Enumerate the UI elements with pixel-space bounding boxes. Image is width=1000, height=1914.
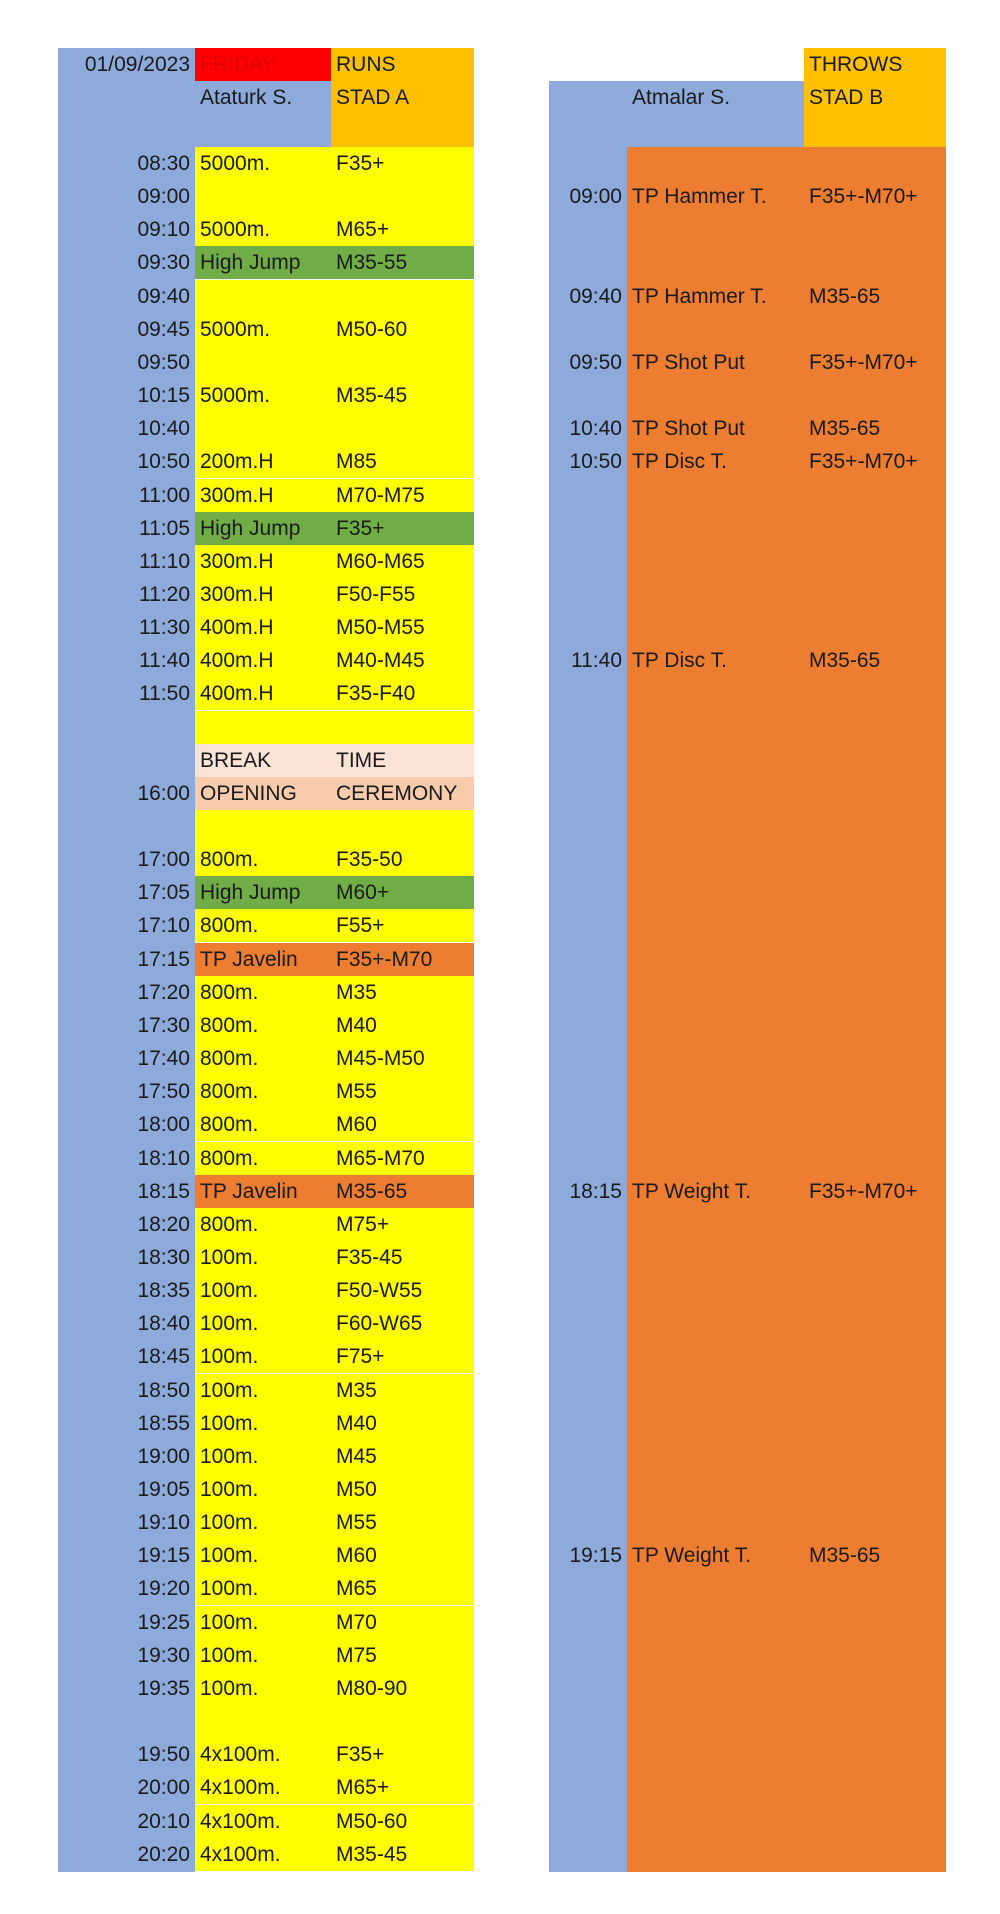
schedule-time: 09:45 (137, 317, 190, 341)
schedule-time: 17:50 (137, 1080, 190, 1104)
throws-time: 10:40 (569, 417, 622, 441)
schedule-time: 09:40 (137, 284, 190, 308)
schedule-group: F35+-M70 (331, 943, 474, 976)
schedule-event: 100m. (195, 1340, 331, 1373)
left-venue: Ataturk S. (200, 86, 293, 109)
left-stadium: STAD A (336, 86, 410, 109)
schedule-event (195, 711, 331, 744)
throws-time: 09:40 (569, 284, 622, 308)
schedule-group: F35-45 (331, 1241, 474, 1274)
schedule-time: 18:35 (137, 1279, 190, 1303)
schedule-group: F35+ (331, 512, 474, 545)
schedule-time: 11:20 (139, 582, 190, 606)
schedule-time: 18:55 (137, 1411, 190, 1435)
schedule-event: 4x100m. (195, 1771, 331, 1804)
schedule-time: 09:30 (137, 251, 190, 275)
schedule-event: 100m. (195, 1506, 331, 1539)
runs-category: RUNS (336, 53, 396, 76)
schedule-group: M70 (331, 1606, 474, 1639)
schedule-time: 09:00 (137, 185, 190, 209)
schedule-event: 800m. (195, 976, 331, 1009)
throws-category: THROWS (809, 53, 903, 76)
schedule-event: High Jump (195, 246, 331, 279)
schedule-group: TIME (331, 744, 474, 777)
schedule-time: 08:30 (137, 152, 190, 175)
schedule-event: 800m. (195, 1075, 331, 1108)
event-date: 01/09/2023 (84, 53, 190, 76)
schedule-group: M45 (331, 1440, 474, 1473)
schedule-time: 09:50 (137, 350, 190, 374)
throws-event: TP Shot Put (632, 417, 745, 441)
throws-event: TP Disc T. (632, 649, 727, 673)
schedule-group: M35-45 (331, 379, 474, 412)
schedule-time: 10:15 (137, 384, 190, 408)
schedule-time: 09:10 (137, 218, 190, 242)
schedule-time: 17:05 (137, 881, 190, 905)
schedule-time: 17:15 (137, 947, 190, 971)
schedule-event: OPENING (195, 777, 331, 810)
schedule-time: 19:30 (137, 1643, 190, 1667)
schedule-time: 20:10 (137, 1809, 190, 1833)
schedule-time: 19:20 (137, 1577, 190, 1601)
schedule-group: M50-M55 (331, 611, 474, 644)
schedule-event: TP Javelin (195, 1175, 331, 1208)
throws-event: TP Shot Put (632, 350, 745, 374)
schedule-time: 19:10 (137, 1511, 190, 1535)
schedule-event: 400m.H (195, 644, 331, 677)
schedule-event: 100m. (195, 1639, 331, 1672)
schedule-event: 800m. (195, 1108, 331, 1141)
schedule-group: M45-M50 (331, 1042, 474, 1075)
schedule-group (331, 412, 474, 445)
schedule-event (195, 280, 331, 313)
throws-time: 18:15 (569, 1179, 622, 1203)
schedule-event: 5000m. (195, 313, 331, 346)
schedule-event: 800m. (195, 1208, 331, 1241)
schedule-event: High Jump (195, 512, 331, 545)
schedule-time: 18:10 (137, 1146, 190, 1170)
schedule-event: 4x100m. (195, 1838, 331, 1871)
throws-event: TP Disc T. (632, 450, 727, 474)
schedule-event: 400m.H (195, 611, 331, 644)
schedule-group (331, 810, 474, 843)
schedule-time: 11:30 (139, 616, 190, 640)
schedule-time: 20:00 (137, 1776, 190, 1800)
schedule-time: 10:40 (137, 417, 190, 441)
schedule-event: 5000m. (195, 147, 331, 180)
schedule-time: 17:40 (137, 1047, 190, 1071)
schedule-group: M35-45 (331, 1838, 474, 1871)
schedule-group (331, 346, 474, 379)
throws-group: F35+-M70+ (809, 350, 918, 374)
throws-event: TP Weight T. (632, 1544, 752, 1568)
schedule-group: M65 (331, 1572, 474, 1605)
throws-group: M35-65 (809, 417, 881, 441)
throws-group: F35+-M70+ (809, 1179, 918, 1203)
schedule-time: 11:10 (139, 549, 190, 573)
schedule-time: 19:50 (137, 1743, 190, 1767)
schedule-group: M60 (331, 1108, 474, 1141)
schedule-time: 11:05 (139, 516, 190, 540)
schedule-event: 100m. (195, 1440, 331, 1473)
schedule-group (331, 711, 474, 744)
schedule-time: 18:00 (137, 1113, 190, 1137)
schedule-group: F35+ (331, 1738, 474, 1771)
schedule-event: 100m. (195, 1672, 331, 1705)
schedule-time: 18:20 (137, 1212, 190, 1236)
schedule-group: F35+ (331, 147, 474, 180)
schedule-event: High Jump (195, 876, 331, 909)
schedule-group: M35 (331, 976, 474, 1009)
throws-event: TP Hammer T. (632, 284, 767, 308)
schedule-event: 800m. (195, 1042, 331, 1075)
schedule-group: M75 (331, 1639, 474, 1672)
schedule-event (195, 180, 331, 213)
schedule-group: M55 (331, 1075, 474, 1108)
schedule-event (195, 1705, 331, 1738)
schedule-event (195, 346, 331, 379)
schedule-group: F35-50 (331, 843, 474, 876)
schedule-group: M60-M65 (331, 545, 474, 578)
throws-time: 09:50 (569, 350, 622, 374)
schedule-time: 16:00 (137, 781, 190, 805)
schedule-time: 17:10 (137, 914, 190, 938)
schedule-time: 18:30 (137, 1245, 190, 1269)
schedule-group: F60-W65 (331, 1307, 474, 1340)
schedule-event: 800m. (195, 1009, 331, 1042)
schedule-event: 300m.H (195, 479, 331, 512)
schedule-group: M75+ (331, 1208, 474, 1241)
schedule-time: 18:15 (137, 1179, 190, 1203)
schedule-time: 19:15 (137, 1544, 190, 1568)
day-label: FRIDAY (195, 48, 331, 81)
schedule-time: 18:40 (137, 1312, 190, 1336)
schedule-group: M70-M75 (331, 479, 474, 512)
schedule-group: F75+ (331, 1340, 474, 1373)
schedule-event: 100m. (195, 1374, 331, 1407)
schedule-group: F35-F40 (331, 677, 474, 710)
throws-body-bg (627, 147, 946, 1872)
schedule-event: 4x100m. (195, 1738, 331, 1771)
schedule-event: 5000m. (195, 379, 331, 412)
schedule-group: M40 (331, 1009, 474, 1042)
throws-time: 11:40 (571, 649, 622, 673)
schedule-event: 100m. (195, 1572, 331, 1605)
schedule-group: M35 (331, 1374, 474, 1407)
schedule-time: 19:25 (137, 1610, 190, 1634)
schedule-group (331, 1705, 474, 1738)
schedule-group: F50-W55 (331, 1274, 474, 1307)
schedule-time: 20:20 (137, 1842, 190, 1866)
schedule-group: F55+ (331, 909, 474, 942)
schedule-time: 17:30 (137, 1013, 190, 1037)
throws-event: TP Weight T. (632, 1179, 752, 1203)
schedule-event: TP Javelin (195, 943, 331, 976)
schedule-time: 19:35 (137, 1676, 190, 1700)
schedule-event: 100m. (195, 1307, 331, 1340)
throws-group: F35+-M70+ (809, 450, 918, 474)
schedule-group: M50-60 (331, 313, 474, 346)
schedule-group: M65-M70 (331, 1142, 474, 1175)
schedule-time: 18:50 (137, 1378, 190, 1402)
schedule-event: 800m. (195, 843, 331, 876)
schedule-group: M80-90 (331, 1672, 474, 1705)
schedule-event (195, 810, 331, 843)
schedule-group: M40-M45 (331, 644, 474, 677)
schedule-group: M50 (331, 1473, 474, 1506)
schedule-time (58, 1705, 195, 1738)
schedule-group: M65+ (331, 1771, 474, 1804)
schedule-group: M40 (331, 1407, 474, 1440)
schedule-group: CEREMONY (331, 777, 474, 810)
schedule-time: 19:05 (137, 1478, 190, 1501)
throws-time: 19:15 (569, 1544, 622, 1568)
schedule-event: 100m. (195, 1473, 331, 1506)
throws-event: TP Hammer T. (632, 185, 767, 209)
throws-group: M35-65 (809, 649, 881, 673)
schedule-event: 400m.H (195, 677, 331, 710)
schedule-group: M60+ (331, 876, 474, 909)
schedule-event (195, 412, 331, 445)
schedule-group (331, 280, 474, 313)
schedule-group: M35-65 (331, 1175, 474, 1208)
schedule-group (331, 180, 474, 213)
schedule-event: 100m. (195, 1606, 331, 1639)
schedule-time: 18:45 (137, 1345, 190, 1369)
schedule-group: M35-55 (331, 246, 474, 279)
schedule-event: 800m. (195, 909, 331, 942)
schedule-event: 100m. (195, 1539, 331, 1572)
schedule-group: F50-F55 (331, 578, 474, 611)
schedule-event: 100m. (195, 1407, 331, 1440)
schedule-time: 17:00 (137, 848, 190, 872)
schedule-group: M65+ (331, 213, 474, 246)
schedule-group: M50-60 (331, 1805, 474, 1838)
throws-time: 09:00 (569, 185, 622, 209)
schedule-time (58, 810, 195, 843)
schedule-event: 100m. (195, 1274, 331, 1307)
schedule-time: 17:20 (137, 980, 190, 1004)
schedule-group: M55 (331, 1506, 474, 1539)
right-venue: Atmalar S. (632, 86, 731, 109)
schedule-event: 800m. (195, 1142, 331, 1175)
schedule-event: 4x100m. (195, 1805, 331, 1838)
schedule-group: M85 (331, 445, 474, 478)
throws-time: 10:50 (569, 450, 622, 474)
throws-group: M35-65 (809, 284, 881, 308)
schedule-event: 300m.H (195, 578, 331, 611)
schedule-event: BREAK (195, 744, 331, 777)
schedule-event: 300m.H (195, 545, 331, 578)
schedule-time: 11:00 (139, 483, 190, 507)
schedule-time: 11:50 (139, 682, 190, 706)
schedule-time (58, 744, 195, 777)
schedule-event: 100m. (195, 1241, 331, 1274)
schedule-time: 19:00 (137, 1444, 190, 1468)
schedule-time: 11:40 (139, 649, 190, 673)
throws-group: F35+-M70+ (809, 185, 918, 209)
schedule-time (58, 711, 195, 744)
throws-group: M35-65 (809, 1544, 881, 1568)
schedule-event: 5000m. (195, 213, 331, 246)
schedule-time: 10:50 (137, 450, 190, 474)
schedule-group: M60 (331, 1539, 474, 1572)
schedule-event: 200m.H (195, 445, 331, 478)
right-stadium: STAD B (809, 86, 884, 109)
